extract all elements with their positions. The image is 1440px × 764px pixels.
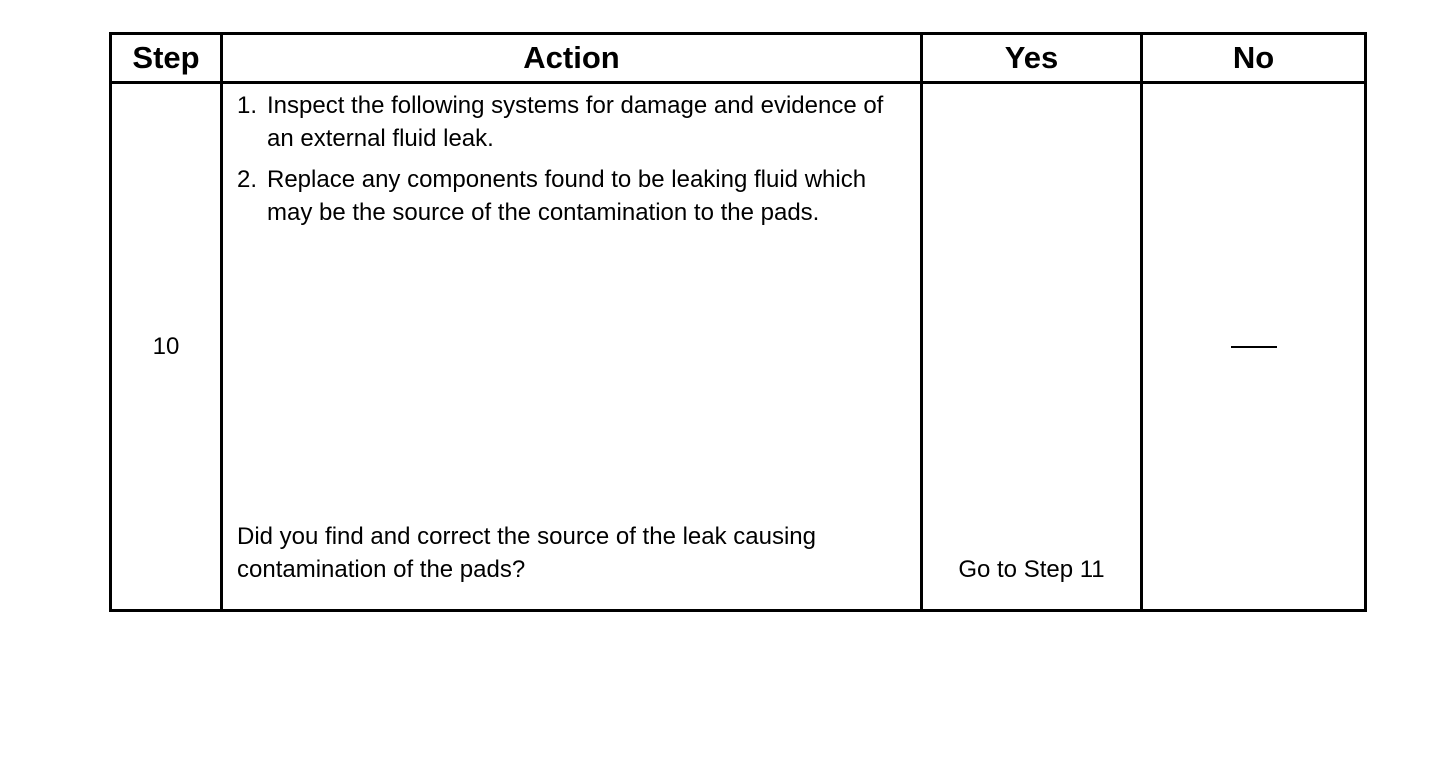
header-no: No xyxy=(1142,34,1366,83)
no-result-dash xyxy=(1231,346,1277,348)
yes-cell xyxy=(922,83,1142,611)
diagnostic-step-table xyxy=(109,32,1367,612)
action-item-text: Inspect the following systems for damage and evidence of an external fluid leak. xyxy=(267,92,884,152)
header-action: Action xyxy=(222,34,922,83)
action-item xyxy=(237,163,900,229)
table-row xyxy=(111,83,1366,611)
action-cell xyxy=(222,83,922,611)
step-number: 10 xyxy=(152,333,180,360)
header-yes: Yes xyxy=(922,34,1142,83)
header-row xyxy=(111,34,1366,83)
action-list xyxy=(223,84,920,229)
action-question: Did you find and correct the source of the leak causing contamination of the pads? xyxy=(237,523,816,583)
diagnostic-table-container xyxy=(109,32,1364,612)
action-item-text: Replace any components found to be leaking fluid which may be the source of the contamination to the pads. xyxy=(267,166,867,226)
action-item xyxy=(237,89,900,155)
step-cell xyxy=(111,83,222,611)
yes-result: Go to Step 11 xyxy=(958,556,1105,583)
header-step: Step xyxy=(111,34,222,83)
no-cell xyxy=(1142,83,1366,611)
action-item-number: 1. xyxy=(237,92,258,119)
action-item-number: 2. xyxy=(237,166,258,193)
